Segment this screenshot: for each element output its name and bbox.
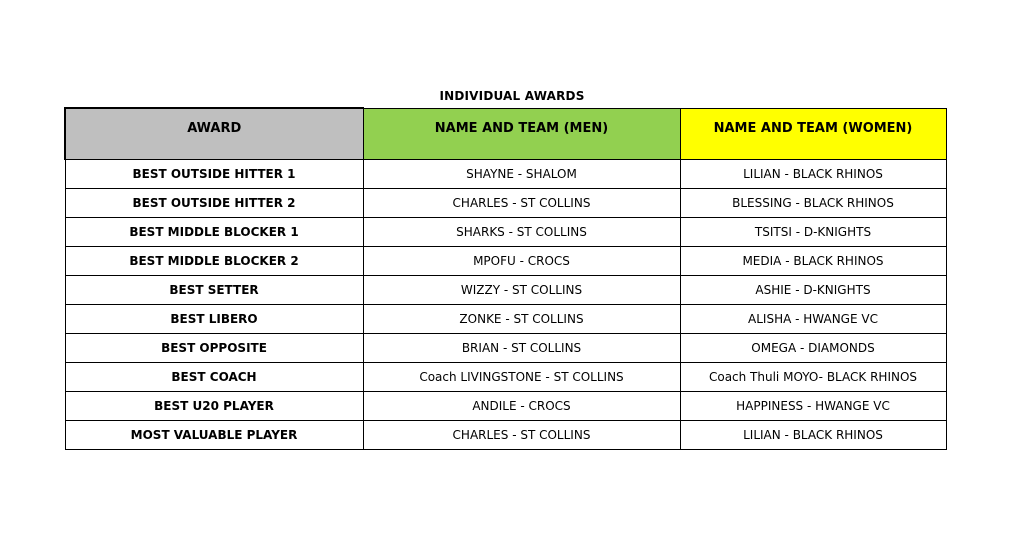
table-title: INDIVIDUAL AWARDS: [439, 89, 585, 103]
women-winner-cell: LILIAN - BLACK RHINOS: [680, 159, 946, 188]
women-winner-cell: OMEGA - DIAMONDS: [680, 333, 946, 362]
header-row: [65, 108, 946, 159]
women-winner-cell: Coach Thuli MOYO- BLACK RHINOS: [680, 362, 946, 391]
women-winner-cell: TSITSI - D-KNIGHTS: [680, 217, 946, 246]
men-winner-cell: ANDILE - CROCS: [363, 391, 680, 420]
women-winner-cell: BLESSING - BLACK RHINOS: [680, 188, 946, 217]
table-row: [65, 159, 946, 188]
men-winner-cell: SHARKS - ST COLLINS: [363, 217, 680, 246]
table-row: [65, 391, 946, 420]
award-cell: BEST OUTSIDE HITTER 2: [65, 188, 363, 217]
award-cell: BEST COACH: [65, 362, 363, 391]
award-cell: BEST MIDDLE BLOCKER 2: [65, 246, 363, 275]
award-cell: BEST U20 PLAYER: [65, 391, 363, 420]
men-column-header: NAME AND TEAM (MEN): [363, 108, 680, 159]
men-winner-cell: MPOFU - CROCS: [363, 246, 680, 275]
women-winner-cell: ALISHA - HWANGE VC: [680, 304, 946, 333]
award-rows: [65, 159, 946, 449]
men-winner-cell: ZONKE - ST COLLINS: [363, 304, 680, 333]
men-winner-cell: CHARLES - ST COLLINS: [363, 420, 680, 449]
award-cell: BEST MIDDLE BLOCKER 1: [65, 217, 363, 246]
men-winner-cell: WIZZY - ST COLLINS: [363, 275, 680, 304]
table-row: [65, 246, 946, 275]
women-column-header: NAME AND TEAM (WOMEN): [680, 108, 946, 159]
women-winner-cell: HAPPINESS - HWANGE VC: [680, 391, 946, 420]
award-cell: BEST LIBERO: [65, 304, 363, 333]
women-winner-cell: LILIAN - BLACK RHINOS: [680, 420, 946, 449]
award-cell: BEST OPPOSITE: [65, 333, 363, 362]
men-winner-cell: Coach LIVINGSTONE - ST COLLINS: [363, 362, 680, 391]
award-cell: BEST SETTER: [65, 275, 363, 304]
women-winner-cell: MEDIA - BLACK RHINOS: [680, 246, 946, 275]
table-row: [65, 362, 946, 391]
men-winner-cell: CHARLES - ST COLLINS: [363, 188, 680, 217]
award-column-header: AWARD: [65, 108, 363, 159]
table-row: [65, 333, 946, 362]
table-row: [65, 275, 946, 304]
table-row: [65, 217, 946, 246]
award-cell: BEST OUTSIDE HITTER 1: [65, 159, 363, 188]
award-cell: MOST VALUABLE PLAYER: [65, 420, 363, 449]
table-row: [65, 304, 946, 333]
table-row: [65, 188, 946, 217]
awards-table: [64, 107, 947, 450]
women-winner-cell: ASHIE - D-KNIGHTS: [680, 275, 946, 304]
men-winner-cell: BRIAN - ST COLLINS: [363, 333, 680, 362]
table-row: [65, 420, 946, 449]
men-winner-cell: SHAYNE - SHALOM: [363, 159, 680, 188]
